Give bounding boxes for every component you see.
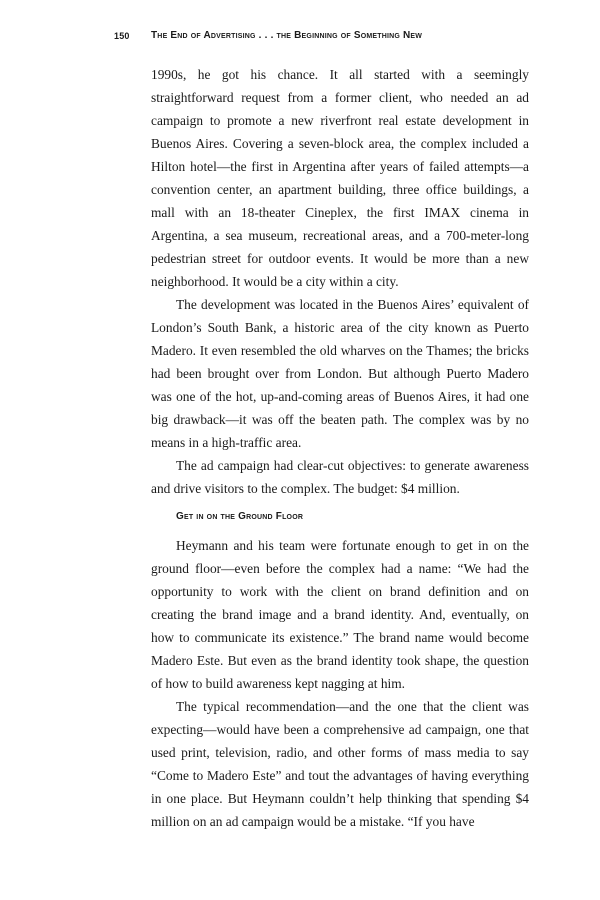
page-number: 150 <box>114 31 130 41</box>
paragraph: The typical recommendation—and the one that the client was expecting—would have been a comprehensive ad campaign, one that used print, television, radio, and other forms of mass media to say “Come to Madero Este” and tout the advantages of having everything in one place. But Heymann couldn’t help thinking that spending $4 million on an ad campaign would be a mistake. “If you have <box>151 699 529 829</box>
body-text <box>151 63 529 833</box>
section-subheading: Get in on the Ground Floor <box>176 511 304 522</box>
paragraph: The development was located in the Buenos Aires’ equivalent of London’s South Bank, a historic area of the city known as Puerto Madero. It even resembled the old wharves on the Thames; the bricks had been brought over from London. But although Puerto Madero was one of the hot, up-and-coming areas of Buenos Aires, it had one big drawback—it was off the beaten path. The complex was by no means in a high-traffic area. <box>151 297 529 450</box>
paragraph-continued: 1990s, he got his chance. It all started with a seemingly straightforward request from a former client, who needed an ad campaign to promote a new riverfront real estate development in Buenos Aires. Covering a seven-block area, the complex included a Hilton hotel—the first in Argentina after years of failed attempts—a convention center, an apartment building, three office buildings, a mall with an 18-theater Cineplex, the first IMAX cinema in Argentina, a sea museum, recreational areas, and a 700-meter-long pedestrian street for outdoor events. It would be more than a new neighborhood. It would be a city within a city. <box>151 67 529 289</box>
running-head <box>114 30 564 44</box>
running-title: The End of Advertising . . . the Beginning of Something New <box>151 30 423 41</box>
paragraph: The ad campaign had clear-cut objectives: to generate awareness and drive visitors to the complex. The budget: $4 million. <box>151 458 529 496</box>
paragraph: Heymann and his team were fortunate enough to get in on the ground floor—even before the complex had a name: “We had the opportunity to work with the client on brand definition and on creating the brand image and a brand identity. And, eventually, on how to communicate its existence.” The brand name would become Madero Este. But even as the brand identity took shape, the question of how to build awareness kept nagging at him. <box>151 538 529 691</box>
